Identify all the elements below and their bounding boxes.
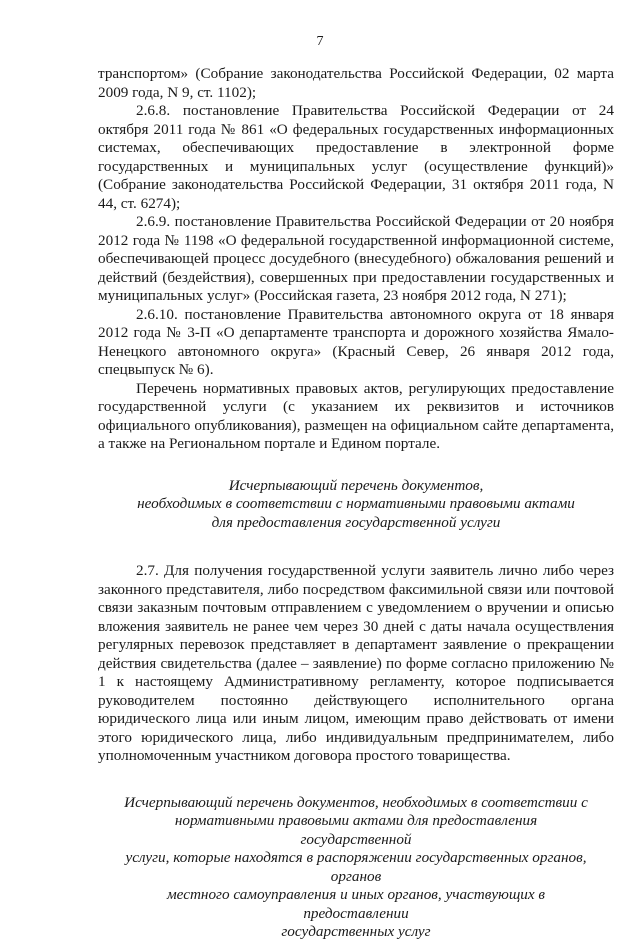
heading-line: услуги, которые находятся в распоряжении государственных органов, органов	[125, 849, 587, 885]
paragraph-2-7: 2.7. Для получения государственной услуги заявитель лично либо через законного представителя, либо посредством факсимильной связи или почтовой связи заказным почтовым отправлением с уведомлением о вручении и описью вложения заявитель не ранее чем через 30 дней с даты начала осуществления регулярных перевозок представляет в департамент заявление о прекращении действия свидетельства (далее – заявление) по форме согласно приложению № 1 к настоящему Административному регламенту, которое подписывается руководителем постоянно действующего исполнительного органа юридического лица или иным лицом, имеющим право действовать от имени этого юридического лица, либо индивидуальным предпринимателем, либо уполномоченным участником договора простого товарищества.	[98, 562, 614, 764]
paragraph-2-6-9: 2.6.9. постановление Правительства Российской Федерации от 20 ноября 2012 года № 1198 «О федеральной государственной информационной системе, обеспечивающей процесс досудебного (внесудебного) обжалования решений и действий (бездействия), совершенных при предоставлении государственных и муниципальных услуг» (Российская газета, 23 ноября 2012 года, N 271);	[98, 213, 614, 304]
heading-line: Исчерпывающий перечень документов, необходимых в соответствии с	[124, 793, 588, 811]
heading-line: государственных услуг	[281, 923, 431, 940]
section-heading-documents-held-by-agencies	[118, 794, 594, 942]
paragraph-2-6-10: 2.6.10. постановление Правительства автономного округа от 18 января 2012 года № 3-П «О департаменте транспорта и дорожного хозяйства Ямало-Ненецкого автономного округа» (Красный Север, 26 января 2012 года, спецвыпуск № 6).	[98, 305, 614, 378]
document-body	[98, 65, 614, 942]
section-heading-documents	[98, 477, 614, 533]
page-number: 7	[316, 34, 324, 49]
heading-line: местного самоуправления и иных органов, участвующих в предоставлении	[166, 886, 546, 922]
paragraph-legal-acts-list: Перечень нормативных правовых актов, регулирующих предоставление государственной услуги (с указанием их реквизитов и источников официального опубликования), размещен на официальном сайте департамента, а также на Региональном портале и Едином портале.	[98, 379, 614, 452]
heading-line: Исчерпывающий перечень документов,	[228, 476, 484, 494]
heading-line: необходимых в соответствии с нормативными правовыми актами	[137, 495, 575, 512]
paragraph-law-citation-continued: транспортом» (Собрание законодательства Российской Федерации, 02 марта 2009 года, N 9, ст. 1102);	[98, 65, 614, 101]
heading-line: нормативными правовыми актами для предоставления государственной	[174, 812, 538, 848]
heading-line: для предоставления государственной услуги	[211, 513, 501, 531]
paragraph-2-6-8: 2.6.8. постановление Правительства Российской Федерации от 24 октября 2011 года № 861 «О федеральных государственных информационных системах, обеспечивающих предоставление в электронной форме государственных и муниципальных услуг (осуществление функций)» (Собрание законодательства Российской Федерации, 31 октября 2011 года, N 44, ст. 6274);	[98, 102, 614, 212]
